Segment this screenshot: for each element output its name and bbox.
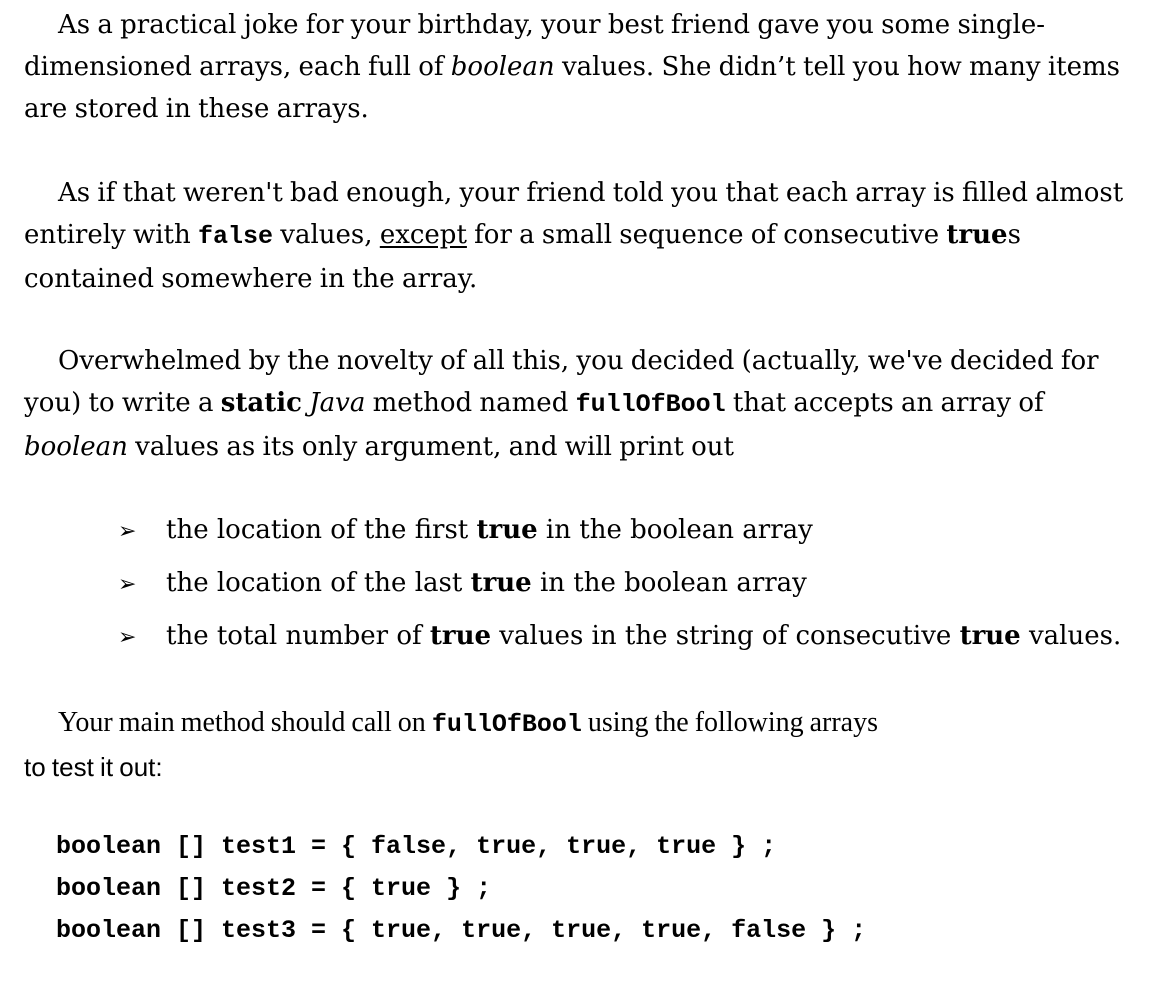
p2-text-1: As if that weren't bad enough, your friend told you that each array is filled almost entirely with: [24, 178, 1124, 250]
bullet3-text-1: the total number of: [166, 621, 430, 651]
code-line-test2: boolean [] test2 = { true } ;: [56, 874, 492, 903]
p2-text-3: for a small sequence of consecutive: [466, 220, 947, 250]
bullet3-text-3: values.: [1020, 621, 1122, 651]
p2-text-2: values,: [273, 220, 380, 250]
bullet3-text-2: values in the string of consecutive: [491, 621, 960, 651]
p3-text-4: values as its only argument, and will print out: [127, 432, 734, 462]
bullet2-text-1: the location of the last: [166, 568, 471, 598]
bullet3-true-bold-2: true: [959, 621, 1021, 651]
list-item: [118, 614, 1121, 667]
code-line-test1: boolean [] test1 = { false, true, true, true } ;: [56, 832, 777, 861]
p2-false-code: false: [198, 222, 274, 251]
test-arrays-code-block: [56, 826, 866, 952]
paragraph-intro: [24, 4, 1134, 130]
p4-text-2: using the following arrays: [581, 707, 879, 738]
p4-text-3: to test it out:: [24, 752, 163, 782]
paragraph-main-method: [24, 702, 1134, 789]
p3-text-1: Overwhelmed by the novelty of all this, you decided (actually, we've decided for you) to write a: [24, 346, 1099, 418]
paragraph-task: [24, 340, 1134, 468]
list-item: [118, 508, 1121, 561]
arrow-bullet-icon: ➢: [118, 572, 137, 597]
p2-except-underlined: except: [379, 220, 467, 250]
intro-text-1: As a practical joke for your birthday, your best friend gave you some single-dimensioned arrays, each full of: [24, 10, 1045, 82]
p3-method-name-code: fullOfBool: [575, 390, 726, 419]
arrow-bullet-icon: ➢: [118, 519, 137, 544]
bullet2-text-2: in the boolean array: [531, 568, 807, 598]
p4-method-name-code: fullOfBool: [431, 710, 582, 739]
bullet1-text-1: the location of the first: [166, 515, 477, 545]
p4-text-1: Your main method should call on: [58, 707, 432, 738]
p3-boolean-italic: boolean: [24, 432, 128, 462]
requirements-list: [118, 508, 1121, 667]
bullet3-true-bold-1: true: [429, 621, 492, 651]
p3-java-italic: Java: [309, 388, 366, 418]
p3-static-bold: static: [220, 388, 302, 418]
p3-text-3: that accepts an array of: [725, 388, 1044, 418]
p3-text-2: method named: [365, 388, 576, 418]
intro-text-2: values. She didn’t tell you how many items are stored in these arrays.: [24, 52, 1120, 124]
paragraph-false-values: [24, 172, 1134, 300]
bullet1-text-2: in the boolean array: [537, 515, 813, 545]
p2-true-bold: true: [946, 220, 1008, 250]
code-line-test3: boolean [] test3 = { true, true, true, true, false } ;: [56, 916, 867, 945]
intro-boolean-italic: boolean: [450, 52, 555, 82]
bullet1-true-bold: true: [476, 515, 538, 545]
p2-text-4: s contained somewhere in the array.: [24, 220, 1021, 294]
bullet2-true-bold: true: [470, 568, 532, 598]
arrow-bullet-icon: ➢: [118, 625, 137, 650]
list-item: [118, 561, 1121, 614]
